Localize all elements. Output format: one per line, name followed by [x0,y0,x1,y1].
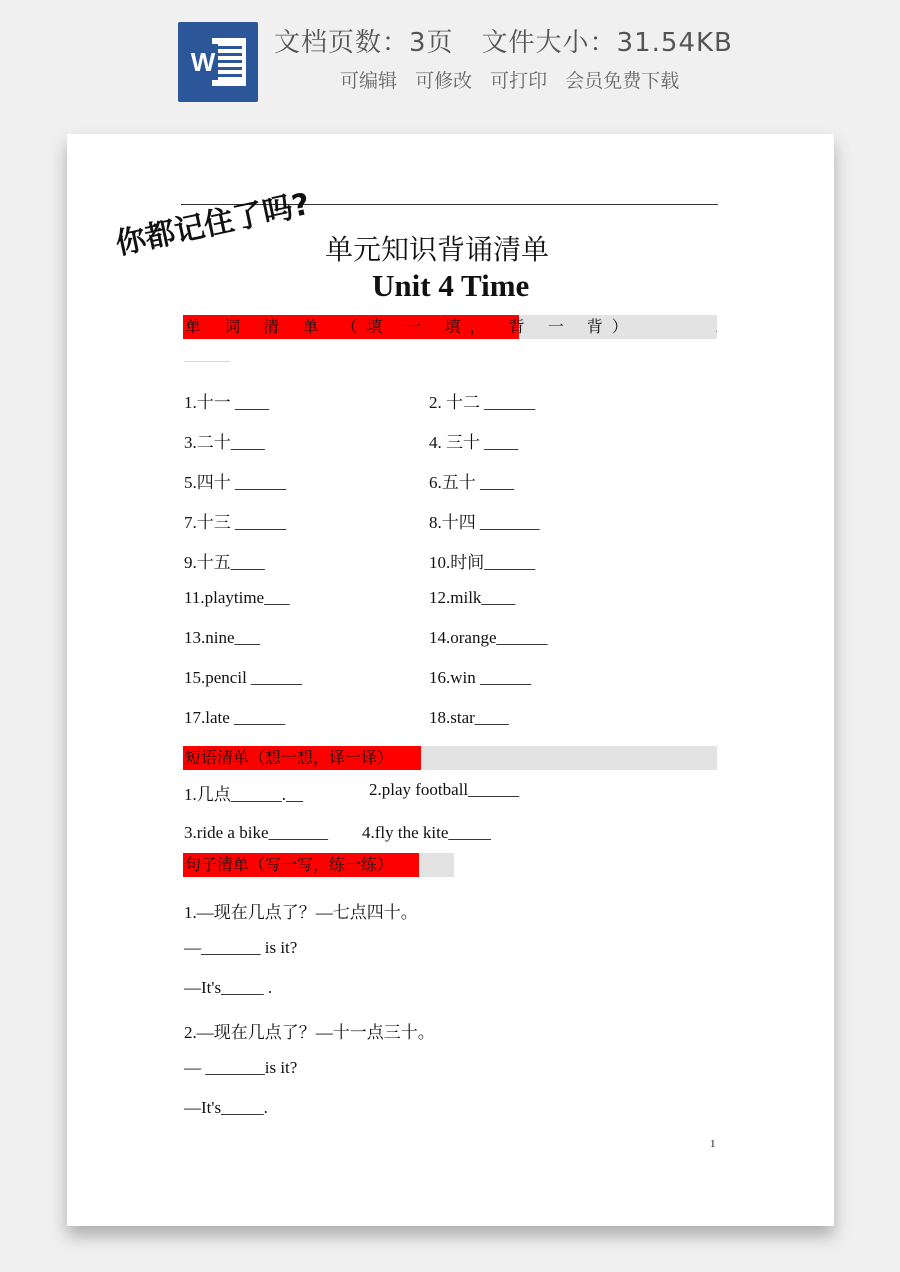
section-sentences-label: 句子清单（写一写，练一练） [183,853,419,877]
download-banner [0,0,900,130]
word-item-2: 2. 十二 ______ [429,393,536,412]
word-item-7: 7.十三 ______ [184,513,286,532]
word-letter: W [188,44,218,80]
word-item-5: 5.四十 ______ [184,473,286,492]
file-meta [274,22,733,59]
word-document-icon [178,22,258,102]
phrase-item-3: 3.ride a bike_______ [184,823,328,842]
document-title: 单元知识背诵清单 [325,233,550,266]
word-item-4: 4. 三十 ____ [429,433,519,452]
word-item-18: 18.star____ [429,708,509,727]
word-item-9: 9.十五____ [184,553,265,572]
phrase-item-1: 1.几点______.__ [184,785,303,804]
file-size: 文件大小：31.54KB [481,28,733,58]
sentence-line-5: — _______is it? [184,1058,298,1077]
section-phrases-bar [183,746,717,770]
section-words-label: 单 词 清 单 （填 一 填， 背 一 背） [183,315,519,339]
sentence-line-6: —It's_____. [184,1098,268,1117]
phrase-item-2: 2.play football______ [369,780,520,799]
word-item-17: 17.late ______ [184,708,286,727]
document-page: 你都记住了吗? 单元知识背诵清单 Unit 4 Time 单 词 清 单 （填 一 填， 背 一 背） . 1.十一 ____ 3.二十____ 5.四十 ______ 7.十三 ______ 9.十五____ 11.playtime___ 13.nine___ 15.pencil ______ 17.late ______ 2. 十二 ______ 4. 三十 ____ 6.五十 ____ 8.十四 _______ 10.时间______ 12.milk____ 14.orange______ 16.win ______ 18.star____ 短语清单（想一想，译一译） 1.几点______.__ 2.play football______ 3.ride a bike_______ 4.fly the kite_____ 句子清单（写一写，练一练） 1.—现在几点了？—七点四十。 —_______ is it? —It's_____ . 2.—现在几点了？—十一点三十。 — _______is it? —It's_____. 1 [67,134,834,1226]
word-item-12: 12.milk____ [429,588,516,607]
sentence-line-3: —It's_____ . [184,978,273,997]
word-item-3: 3.二十____ [184,433,265,452]
phrase-item-4: 4.fly the kite_____ [362,823,491,842]
sentence-line-1: 1.—现在几点了？—七点四十。 [184,903,418,922]
page-count: 文档页数：3页 [274,28,454,58]
sentence-line-4: 2.—现在几点了？—十一点三十。 [184,1023,435,1042]
feature-modifiable: 可修改 [415,70,473,92]
word-item-15: 15.pencil ______ [184,668,303,687]
section-sentences-bar [183,853,454,877]
page-number: 1 [710,1138,716,1150]
word-item-6: 6.五十 ____ [429,473,514,492]
word-item-10: 10.时间______ [429,553,536,572]
word-item-14: 14.orange______ [429,628,548,647]
word-item-16: 16.win ______ [429,668,531,687]
word-item-8: 8.十四 _______ [429,513,540,532]
slogan: 你都记住了吗? [112,186,314,263]
section-phrases-label: 短语清单（想一想，译一译） [183,746,421,770]
feature-member-download: 会员免费下载 [565,70,680,92]
word-item-11: 11.playtime___ [184,588,290,607]
sentence-line-2: —_______ is it? [184,938,298,957]
word-item-1: 1.十一 ____ [184,393,269,412]
section-words-bar [183,315,717,339]
feature-editable: 可编辑 [340,70,398,92]
word-item-13: 13.nine___ [184,628,261,647]
feature-list [340,66,691,93]
document-subtitle: Unit 4 Time [372,268,530,303]
feature-printable: 可打印 [490,70,548,92]
